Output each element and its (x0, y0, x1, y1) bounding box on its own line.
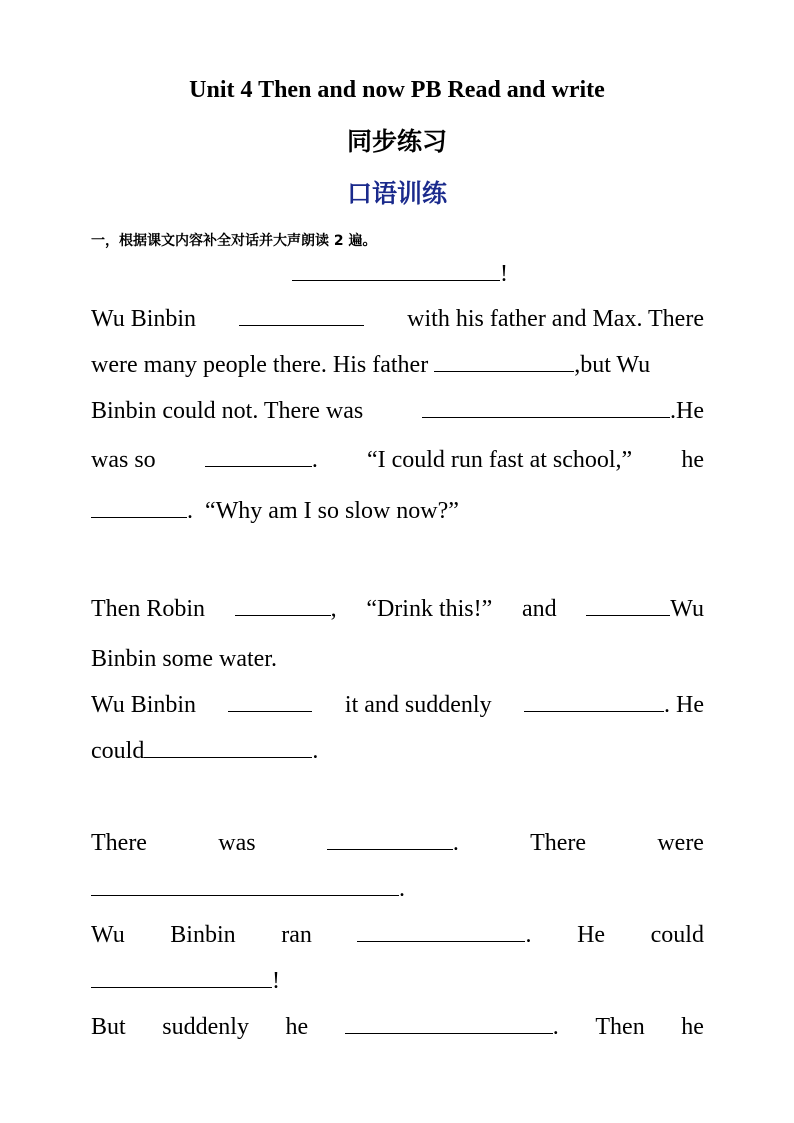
line-text: with his father and Max. There (407, 306, 704, 332)
blank[interactable] (91, 965, 272, 988)
blank[interactable] (524, 689, 664, 712)
line-text: could (650, 922, 704, 948)
line-text: ! (500, 261, 508, 287)
line-text: “Drink this!” (366, 596, 493, 622)
line-text: ,but Wu (574, 352, 651, 378)
line-text: He (577, 922, 606, 948)
text-line-3 (91, 349, 704, 381)
line-text: ran (281, 922, 312, 948)
blank[interactable] (434, 349, 574, 372)
line-text: Wu (670, 596, 704, 622)
line-text: were (657, 830, 704, 856)
blank-title[interactable] (292, 258, 500, 281)
line-text: . (552, 1014, 559, 1040)
line-text: Wu Binbin (91, 692, 197, 718)
text-line-2 (91, 303, 704, 335)
line-text: Then (595, 1014, 645, 1040)
line-text: Binbin could not. There was (91, 398, 364, 424)
text-line-10 (91, 735, 704, 767)
line-text: . (187, 498, 193, 524)
line-text: There (91, 830, 147, 856)
section-heading: 口语训练 (346, 179, 447, 208)
text-line-11 (91, 827, 704, 859)
line-text: , (330, 596, 337, 622)
text-line-5 (91, 444, 704, 476)
line-text: he (681, 447, 704, 473)
text-line-8 (91, 643, 704, 675)
blank[interactable] (228, 689, 312, 712)
text-line-13 (91, 919, 704, 951)
line-text: .He (670, 398, 704, 424)
page-title: Unit 4 Then and now PB Read and write (189, 77, 605, 103)
line-text: was (218, 830, 256, 856)
blank[interactable] (235, 593, 331, 616)
line-text: . He (664, 692, 704, 718)
text-line-6 (91, 495, 704, 527)
line-text: ! (272, 968, 280, 994)
text-line-1 (292, 258, 522, 290)
text-line-4 (91, 395, 704, 427)
blank[interactable] (345, 1011, 553, 1034)
line-text: Wu Binbin (91, 306, 197, 332)
line-text: he (681, 1014, 704, 1040)
line-text: Binbin (170, 922, 236, 948)
blank[interactable] (586, 593, 670, 616)
blank[interactable] (91, 873, 399, 896)
line-text: were many people there. His father (91, 352, 429, 378)
blank[interactable] (91, 495, 187, 518)
line-text: suddenly (162, 1014, 249, 1040)
blank[interactable] (239, 303, 364, 326)
text-line-7 (91, 593, 704, 625)
line-text: “I could run fast at school,” (366, 447, 633, 473)
line-text: . (525, 922, 532, 948)
line-text: he (285, 1014, 309, 1040)
line-text: was so (91, 447, 156, 473)
line-text: “Why am I so slow now?” (205, 498, 459, 524)
line-text: . (311, 447, 318, 473)
line-text: Wu (91, 922, 125, 948)
line-text: . (312, 738, 319, 764)
line-text: . (399, 876, 405, 902)
page-subtitle: 同步练习 (346, 127, 447, 156)
line-text: could (91, 738, 145, 764)
text-line-12 (91, 873, 704, 905)
line-text: and (521, 596, 557, 622)
line-text: Binbin some water. (91, 646, 277, 672)
instruction-text: 一，根据课文内容补全对话并大声朗读 2 遍。 (91, 233, 377, 249)
blank[interactable] (327, 827, 453, 850)
blank[interactable] (144, 735, 312, 758)
text-line-14 (91, 965, 704, 997)
line-text: Then Robin (91, 596, 205, 622)
line-text: But (91, 1014, 126, 1040)
blank[interactable] (357, 919, 525, 942)
blank[interactable] (422, 395, 670, 418)
line-text: There (530, 830, 587, 856)
text-line-9 (91, 689, 704, 721)
text-line-15 (91, 1011, 704, 1043)
line-text: . (452, 830, 459, 856)
blank[interactable] (205, 444, 312, 467)
line-text: it and suddenly (344, 692, 492, 718)
